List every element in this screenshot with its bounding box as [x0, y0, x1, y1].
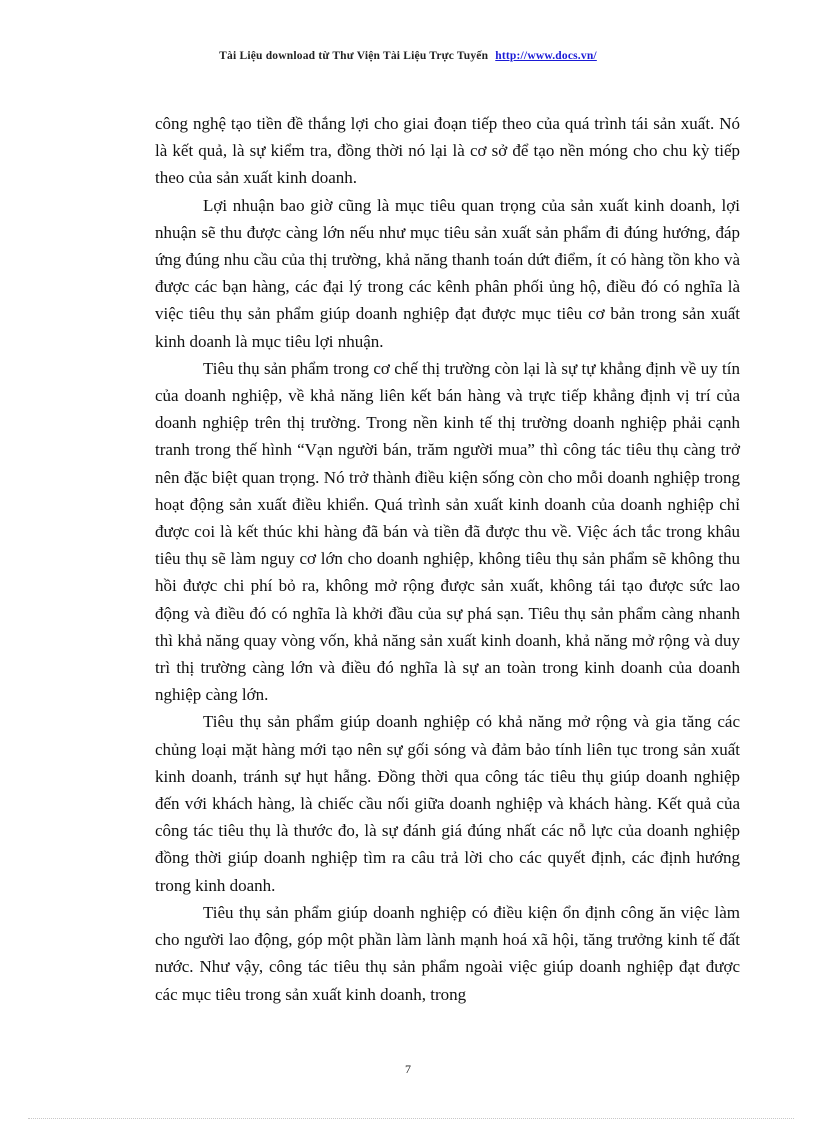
paragraph: Tiêu thụ sản phẩm trong cơ chế thị trường còn lại là sự tự khẳng định về uy tín của doanh nghiệp, về khả năng liên kết bán hàng và trực tiếp khẳng định vị trí của doanh nghiệp trên thị trường. Trong nền kinh tế thị trường doanh nghiệp phải cạnh tranh trong thế hình “Vạn người bán, trăm người mua” thì công tác tiêu thụ càng trở nên đặc biệt quan trọng. Nó trở thành điều kiện sống còn cho mỗi doanh nghiệp trong hoạt động sản xuất điều khiển. Quá trình sản xuất kinh doanh của doanh nghiệp chỉ được coi là kết thúc khi hàng đã bán và tiền đã được thu về. Việc ách tắc trong khâu tiêu thụ sẽ làm nguy cơ lớn cho doanh nghiệp, không tiêu thụ sản phẩm sẽ không thu hồi được chi phí bỏ ra, không mở rộng được sản xuất, không tái tạo được sức lao động và điều đó có nghĩa là khởi đầu của sự phá sạn. Tiêu thụ sản phẩm càng nhanh thì khả năng quay vòng vốn, khả năng sản xuất kinh doanh, khả năng mở rộng và duy trì thị trường càng lớn và điều đó nghĩa là sự an toàn trong kinh doanh của doanh nghiệp càng lớn. — [155, 358, 740, 705]
document-body — [155, 110, 740, 1008]
paragraph: Tiêu thụ sản phẩm giúp doanh nghiệp có điều kiện ổn định công ăn việc làm cho người lao động, góp một phần làm lành mạnh hoá xã hội, tăng trưởng kinh tế đất nước. Như vậy, công tác tiêu thụ sản phẩm ngoài việc giúp doanh nghiệp đạt được các mục tiêu trong sản xuất kinh doanh, trong — [155, 902, 740, 1004]
header-text: Tài Liệu download từ Thư Viện Tài Liệu Trực Tuyến — [219, 50, 489, 62]
page-header — [0, 50, 816, 62]
footer-divider — [28, 1118, 794, 1119]
paragraph: Lợi nhuận bao giờ cũng là mục tiêu quan trọng của sản xuất kinh doanh, lợi nhuận sẽ thu được càng lớn nếu như mục tiêu sản xuất sản phẩm đi đúng hướng, đáp ứng đúng nhu cầu của thị trường, khả năng thanh toán dứt điểm, ít có hàng tồn kho và được các bạn hàng, các đại lý trong các kênh phân phối ủng hộ, điều đó có nghĩa là việc tiêu thụ sản phẩm giúp doanh nghiệp đạt được mục tiêu cơ bản trong sản xuất kinh doanh là mục tiêu lợi nhuận. — [155, 195, 740, 351]
page-number: 7 — [405, 1062, 411, 1076]
paragraph-continuation: công nghệ tạo tiền đề thắng lợi cho giai đoạn tiếp theo của quá trình tái sản xuất. Nó là kết quả, là sự kiểm tra, đồng thời nó lại là cơ sở để tạo nền móng cho chu kỳ tiếp theo của sản xuất kinh doanh. — [155, 114, 740, 188]
paragraph: Tiêu thụ sản phẩm giúp doanh nghiệp có khả năng mở rộng và gia tăng các chủng loại mặt hàng mới tạo nên sự gối sóng và đảm bảo tính liên tục trong sản xuất kinh doanh, tránh sự hụt hẫng. Đồng thời qua công tác tiêu thụ giúp doanh nghiệp đến với khách hàng, là chiếc cầu nối giữa doanh nghiệp và khách hàng. Kết quả của công tác tiêu thụ là thước đo, là sự đánh giá đúng nhất các nỗ lực của doanh nghiệp đồng thời giúp doanh nghiệp tìm ra câu trả lời cho các quyết định, các định hướng trong kinh doanh. — [155, 712, 740, 895]
header-link[interactable]: http://www.docs.vn/ — [495, 50, 597, 62]
